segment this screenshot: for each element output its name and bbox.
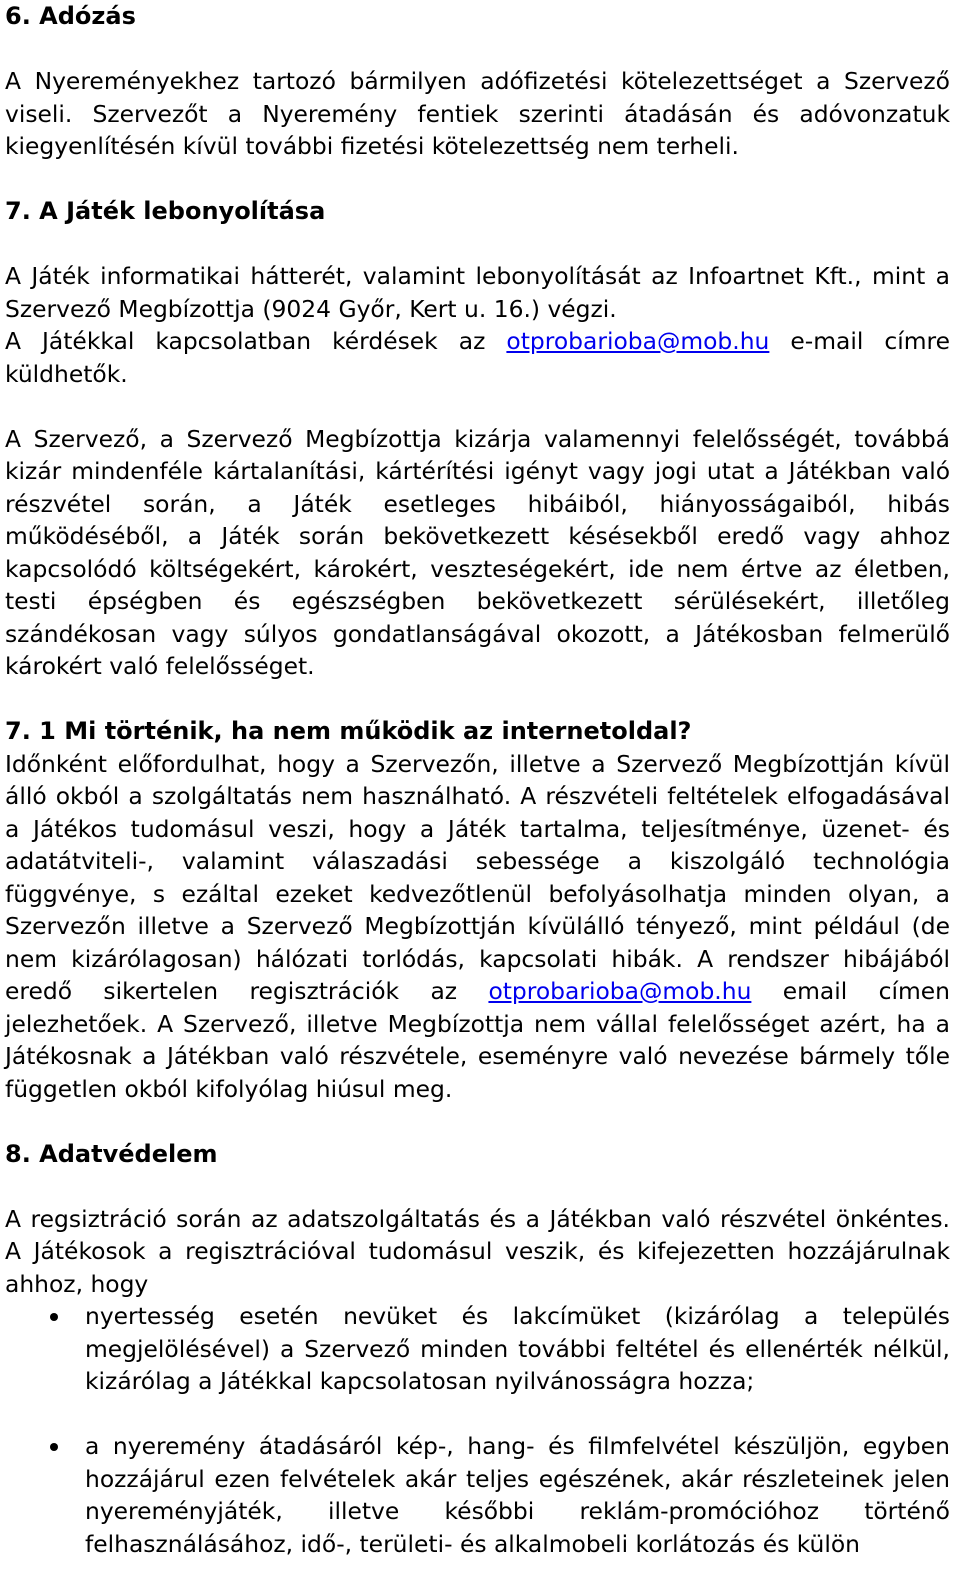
- section-heading-internet: 7. 1 Mi történik, ha nem működik az internetoldal?: [5, 717, 692, 745]
- spacer: [5, 683, 950, 716]
- spacer: [5, 390, 950, 423]
- paragraph-lebonyolitas-1: A Játék informatikai hátterét, valamint lebonyolítását az Infoartnet Kft., mint a Szervező Megbízottja (9024 Győr, Kert u. 16.) végzi.: [5, 262, 950, 323]
- section-internet: [5, 715, 950, 1105]
- section-adozas: [5, 0, 950, 163]
- list-item: [5, 1430, 950, 1560]
- section-heading-adatvedelem: 8. Adatvédelem: [5, 1139, 218, 1168]
- section-lebonyolitas: [5, 195, 950, 683]
- paragraph-adozas: A Nyereményekhez tartozó bármilyen adófizetési kötelezettséget a Szervező viseli. Szervezőt a Nyeremény fentiek szerinti átadásán és adóvonzatuk kiegyenlítésén kívül további fizetési kötelezettség nem terheli.: [5, 67, 950, 160]
- spacer: [5, 228, 950, 261]
- contact-text-after: e-mail címre küldhetők.: [5, 327, 950, 388]
- section-heading-lebonyolitas: 7. A Játék lebonyolítása: [5, 197, 326, 225]
- consent-list: [5, 1300, 950, 1560]
- spacer: [5, 1398, 950, 1431]
- email-link-contact[interactable]: otprobarioba@mob.hu: [506, 327, 770, 355]
- section-adatvedelem: [5, 1138, 950, 1561]
- section-heading-adozas: 6. Adózás: [5, 2, 136, 30]
- list-item: [5, 1300, 950, 1398]
- list-item-text: a nyeremény átadásáról kép-, hang- és filmfelvétel készüljön, egyben hozzájárul ezen felvételek akár teljes egészének, akár részleteinek jelen nyereményjáték, illetve későbbi reklám-promócióhoz történő felhasználásához, idő-, területi- és alkalmobeli korlátozás és külön: [85, 1432, 950, 1558]
- internet-text-before: Időnként előfordulhat, hogy a Szervezőn, illetve a Szervező Megbízottján kívül álló okból a szolgáltatás nem használható. A részvételi feltételek elfogadásával a Játékos tudomásul veszi, hogy a Játék tartalma, teljesítménye, üzenet- és adatátviteli-, valamint válaszadási sebessége a kiszolgáló technológia függvénye, s ezáltal ezeket kedvezőtlenül befolyásolhatja minden olyan, a Szervezőn illetve a Szervező Megbízottján kívülálló tényező, mint például (de nem kizárólagosan) hálózati torlódás, kapcsolati hibák. A rendszer hibájából eredő sikertelen regisztrációk az: [5, 749, 950, 1005]
- paragraph-adatvedelem: A regsiztráció során az adatszolgáltatás és a Játékban való részvétel önkéntes. A Játékosok a regisztrációval tudomásul veszik, és kifejezetten hozzájárulnak ahhoz, hogy: [5, 1204, 950, 1298]
- paragraph-lebonyolitas-contact: [5, 325, 950, 390]
- bullet-icon: [50, 1313, 58, 1321]
- paragraph-internet: [5, 748, 950, 1106]
- list-item-text: nyertesség esetén nevüket és lakcímüket (kizárólag a település megjelölésével) a Szervező minden további feltétel és ellenérték nélkül, kizárólag a Játékkal kapcsolatosan nyilvánosságra hozza;: [85, 1302, 950, 1395]
- bullet-icon: [50, 1443, 58, 1451]
- spacer: [5, 33, 950, 66]
- spacer: [5, 1170, 950, 1203]
- contact-text-before: A Játékkal kapcsolatban kérdések az: [5, 327, 507, 355]
- spacer: [5, 163, 950, 196]
- spacer: [5, 1105, 950, 1138]
- paragraph-lebonyolitas-liability: A Szervező, a Szervező Megbízottja kizárja valamennyi felelősségét, továbbá kizár mindenféle kártalanítási, kártérítési igényt vagy jogi utat a Játékban való részvétel során, a Játék esetleges hibáiból, hiányosságaiból, hibás működéséből, a Játék során bekövetkezett késésekből eredő vagy ahhoz kapcsolódó költségekért, károkért, veszteségekért, ide nem értve az életben, testi épségben és egészségben bekövetkezett sérülésekért, illetőleg szándékosan vagy súlyos gondatlanságával okozott, a Játékosban felmerülő károkért való felelősséget.: [5, 424, 950, 680]
- email-link-errors[interactable]: otprobarioba@mob.hu: [488, 977, 752, 1005]
- internet-text-after: email címen jelezhetőek. A Szervező, illetve Megbízottja nem vállal felelősséget azért, ha a Játékosnak a Játékban való részvétele, eseményre való nevezése bármely tőle független okból kifolyólag hiúsul meg.: [5, 977, 950, 1103]
